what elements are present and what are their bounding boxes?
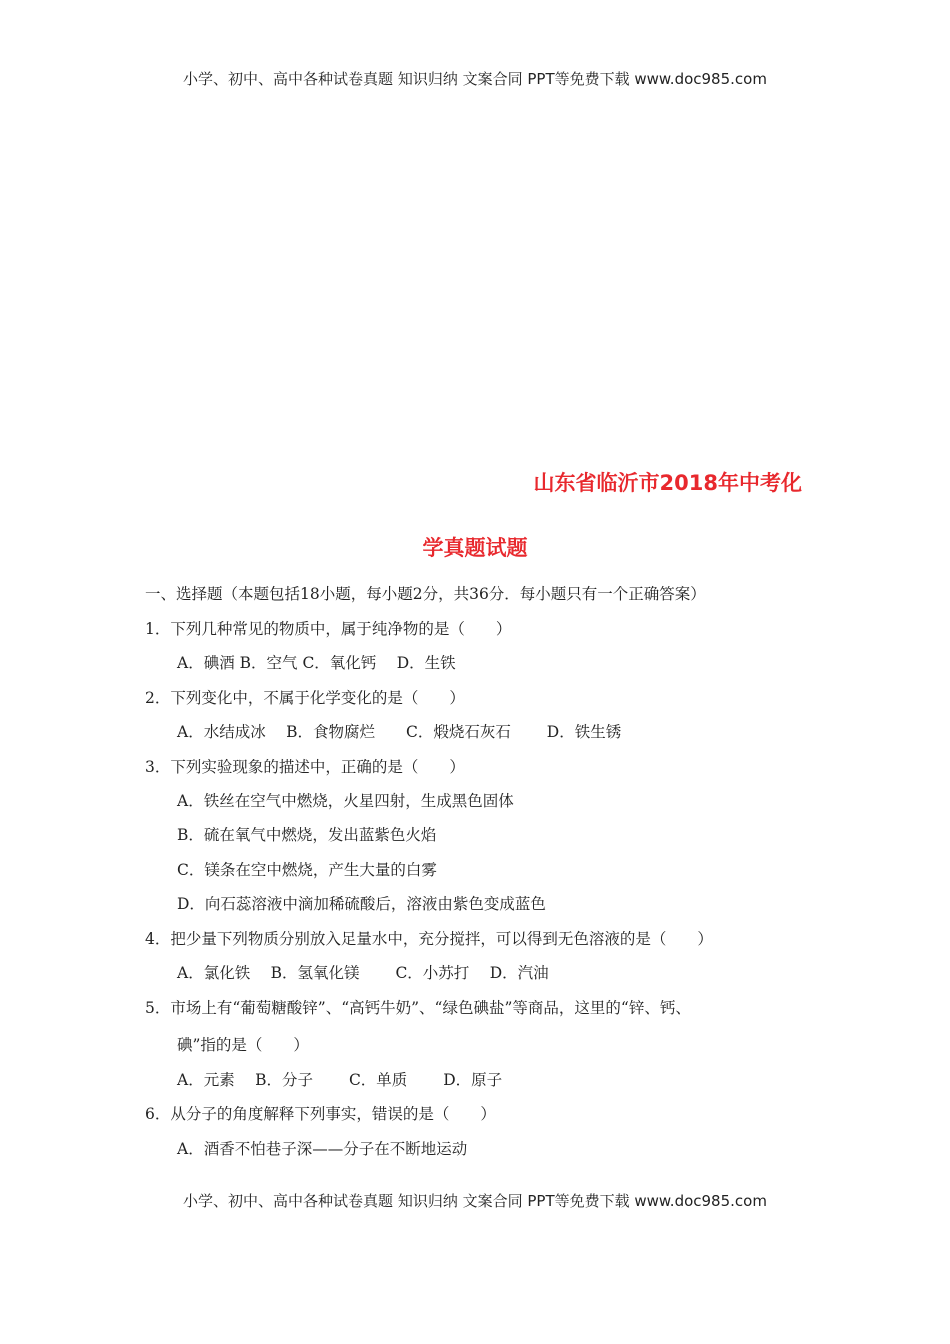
page-footer: 小学、初中、高中各种试卷真题 知识归纳 文案合同 PPT等免费下载 www.doc985.com bbox=[183, 1192, 767, 1210]
question-3-option-c: C．镁条在空中燃烧，产生大量的白雾 bbox=[177, 861, 437, 879]
exam-title-line-1: 山东省临沂市2018年中考化 bbox=[533, 471, 802, 495]
question-3-stem: 3．下列实验现象的描述中，正确的是（ ） bbox=[145, 758, 465, 776]
question-2-stem: 2．下列变化中，不属于化学变化的是（ ） bbox=[145, 689, 465, 707]
question-5-options: A．元素 B．分子 C．单质 D．原子 bbox=[177, 1071, 503, 1089]
question-1-stem: 1．下列几种常见的物质中，属于纯净物的是（ ） bbox=[145, 620, 512, 638]
question-4-options: A．氯化铁 B．氢氧化镁 C．小苏打 D．汽油 bbox=[177, 964, 549, 982]
question-4-stem: 4．把少量下列物质分别放入足量水中，充分搅拌，可以得到无色溶液的是（ ） bbox=[145, 930, 713, 948]
question-3-option-a: A．铁丝在空气中燃烧，火星四射，生成黑色固体 bbox=[177, 792, 514, 810]
question-6-option-a: A．酒香不怕巷子深——分子在不断地运动 bbox=[177, 1140, 468, 1158]
section-heading: 一、选择题（本题包括18小题，每小题2分，共36分．每小题只有一个正确答案） bbox=[145, 585, 706, 603]
question-5-stem: 5．市场上有“葡萄糖酸锌”、“高钙牛奶”、“绿色碘盐”等商品，这里的“锌、钙、 bbox=[145, 999, 691, 1017]
question-5-stem-continued: 碘”指的是（ ） bbox=[177, 1036, 309, 1054]
question-3-option-b: B．硫在氧气中燃烧，发出蓝紫色火焰 bbox=[177, 826, 437, 844]
question-2-options: A．水结成冰 B．食物腐烂 C．煅烧石灰石 D．铁生锈 bbox=[177, 723, 622, 741]
question-3-option-d: D．向石蕊溶液中滴加稀硫酸后，溶液由紫色变成蓝色 bbox=[177, 895, 546, 913]
page-header: 小学、初中、高中各种试卷真题 知识归纳 文案合同 PPT等免费下载 www.doc985.com bbox=[183, 70, 767, 88]
question-1-options: A．碘酒 B．空气 C．氧化钙 D．生铁 bbox=[177, 654, 456, 672]
question-6-stem: 6．从分子的角度解释下列事实，错误的是（ ） bbox=[145, 1105, 496, 1123]
exam-title-line-2: 学真题试题 bbox=[422, 536, 528, 560]
